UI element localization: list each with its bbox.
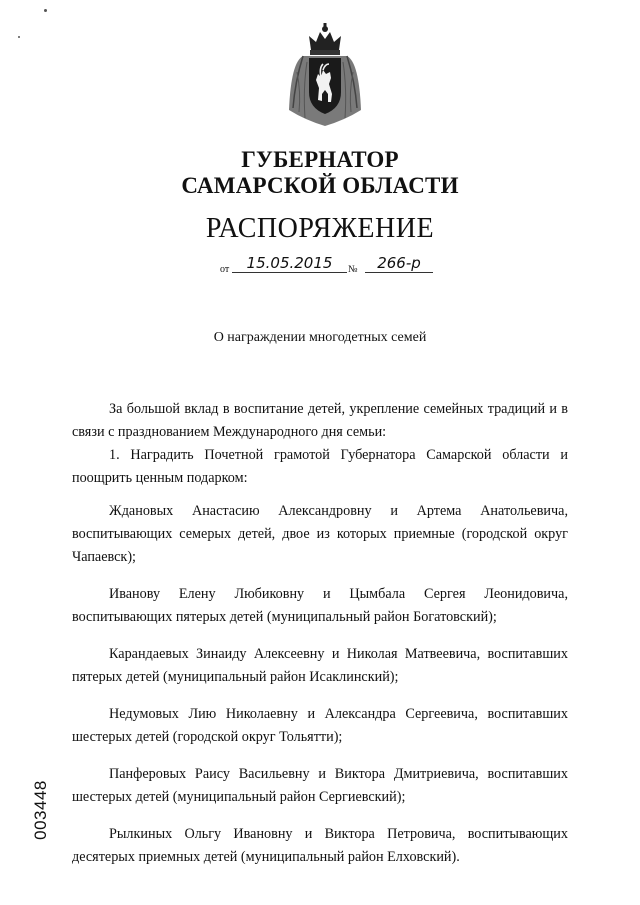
document-subject: О награждении многодетных семей [213, 330, 427, 345]
scan-speck [18, 36, 20, 38]
awardee-paragraph: Рылкиных Ольгу Ивановну и Виктора Петровича, воспитывающих десятерых приемных детей (муниципальный район Елховский). [72, 826, 568, 865]
awardee-paragraph: Ждановых Анастасию Александровну и Артема Анатольевича, воспитывающих семерых детей, двое из которых приемные (городской округ Чапаевск); [72, 503, 568, 565]
number-label: № [348, 264, 358, 275]
registration-line [220, 252, 440, 276]
awardee-paragraph: Панферовых Раису Васильевну и Виктора Дмитриевича, воспитавших шестерых детей (муниципальный район Сергиевский); [72, 766, 568, 805]
preamble-paragraph: За большой вклад в воспитание детей, укрепление семейных традиций и в связи с празднованием Международного дня семьи: [72, 401, 568, 440]
issuing-authority-line2: САМАРСКОЙ ОБЛАСТИ [181, 173, 459, 198]
document-type: РАСПОРЯЖЕНИЕ [205, 213, 435, 244]
issuing-authority-line1: ГУБЕРНАТОР [241, 147, 399, 172]
samara-coat-of-arms-icon [285, 22, 365, 132]
clause-paragraph: 1. Наградить Почетной грамотой Губернатора Самарской области и поощрить ценным подарком: [72, 447, 568, 486]
awardee-paragraph: Иванову Елену Любиковну и Цымбала Сергея Леонидовича, воспитывающих пятерых детей (муниципальный район Богатовский); [72, 586, 568, 625]
date-label: от [220, 264, 230, 275]
serial-number-text: 003448 [31, 780, 50, 840]
awardee-paragraph: Недумовых Лию Николаевну и Александра Сергеевича, воспитавших шестерых детей (городской округ Тольятти); [72, 706, 568, 745]
document-body [72, 398, 568, 869]
awardee-paragraph: Карандаевых Зинаиду Алексеевну и Николая Матвеевича, воспитавших пятерых детей (муниципальный район Исаклинский); [72, 646, 568, 685]
serial-number [30, 770, 52, 850]
handwritten-date: 15.05.2015 [232, 254, 347, 273]
handwritten-number: 266-р [365, 254, 433, 273]
scan-speck [44, 9, 47, 12]
